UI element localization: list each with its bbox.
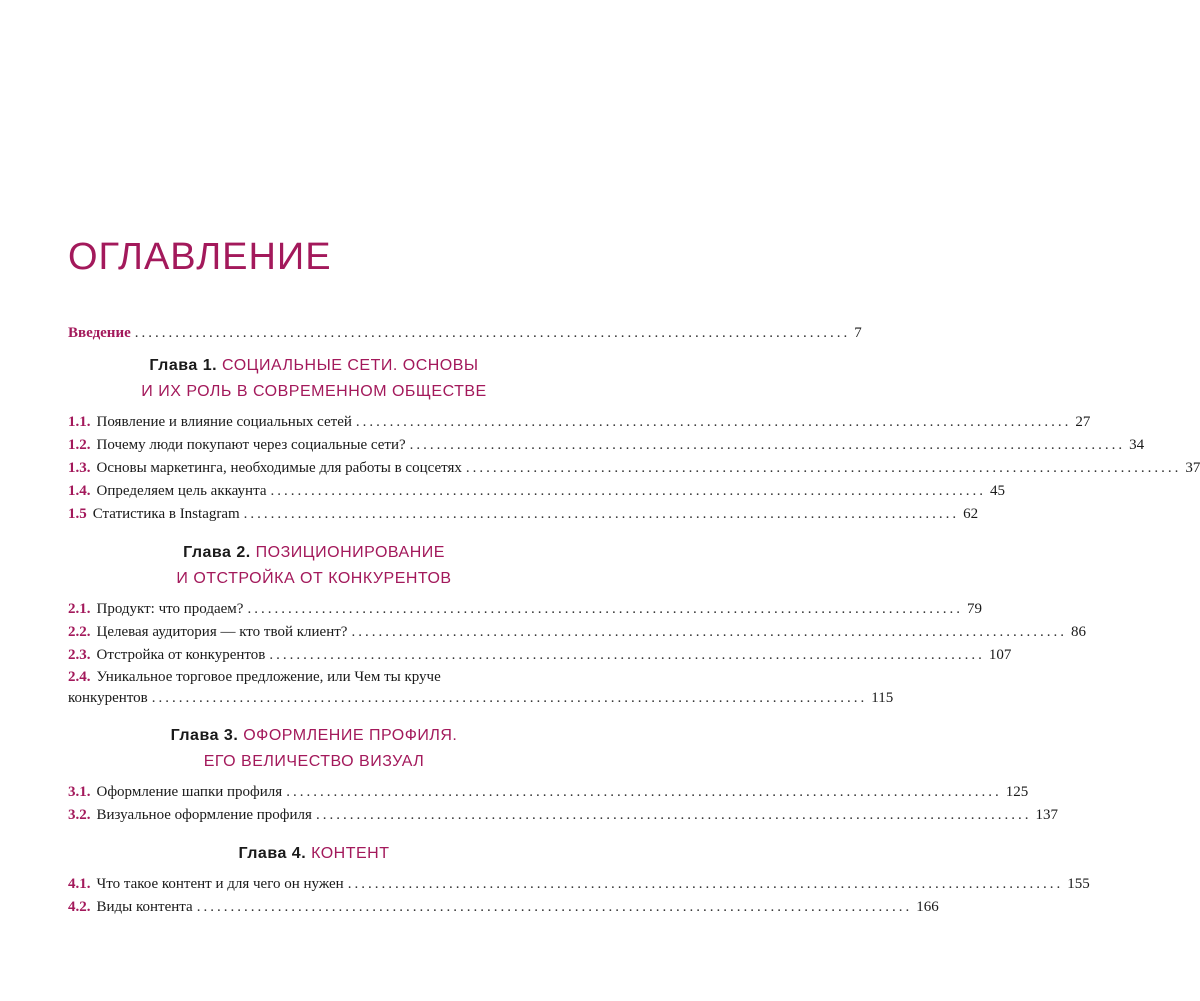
toc-page-number: 79 <box>966 601 982 617</box>
toc-page-number: 62 <box>963 506 979 522</box>
chapter-label: Глава 3. <box>170 727 239 744</box>
toc-entry-number: 1.5 <box>68 506 87 522</box>
chapter-title-line2: И ОТСТРОЙКА ОТ КОНКУРЕНТОВ <box>176 570 452 587</box>
table-of-contents <box>68 322 1200 919</box>
toc-entry-label: Введение <box>68 325 131 341</box>
toc-page-number: 115 <box>871 690 894 706</box>
toc-entry[interactable] <box>68 411 1091 434</box>
toc-entry-number: 2.4. <box>68 669 91 685</box>
toc-entry-text: Визуальное оформление профиля <box>96 807 312 823</box>
toc-entry-number: 3.1. <box>68 784 91 800</box>
dot-leader: .......................................................................................................... <box>315 807 1032 823</box>
chapter-title-line1: КОНТЕНТ <box>311 845 390 862</box>
toc-entry-text: Статистика в Instagram <box>92 506 240 522</box>
toc-entry-text: Что такое контент и для чего он нужен <box>96 876 344 892</box>
toc-entry-intro[interactable] <box>68 322 862 345</box>
chapter-title-line1: ОФОРМЛЕНИЕ ПРОФИЛЯ. <box>243 727 458 744</box>
chapter-label: Глава 4. <box>238 845 307 862</box>
toc-entry[interactable] <box>68 644 1012 667</box>
toc-page-number: 45 <box>989 483 1005 499</box>
toc-entry[interactable] <box>68 621 1086 644</box>
chapter-title-line1: ПОЗИЦИОНИРОВАНИЕ <box>255 544 445 561</box>
toc-page-number: 107 <box>988 647 1012 663</box>
toc-page-number: 27 <box>1075 414 1091 430</box>
toc-entry-text: Определяем цель аккаунта <box>96 483 267 499</box>
dot-leader: .......................................................................................................... <box>270 483 986 499</box>
toc-page-number: 7 <box>854 325 862 341</box>
toc-entry-number: 2.3. <box>68 647 91 663</box>
toc-entry[interactable] <box>68 896 939 919</box>
dot-leader: .......................................................................................................... <box>286 784 1002 800</box>
dot-leader: .......................................................................................................... <box>196 899 913 915</box>
dot-leader: .......................................................................................................... <box>355 414 1072 430</box>
dot-leader: .......................................................................................................... <box>134 325 851 341</box>
dot-leader: .......................................................................................................... <box>247 601 963 617</box>
toc-entry-text: Продукт: что продаем? <box>96 601 244 617</box>
toc-entry-number: 1.4. <box>68 483 91 499</box>
toc-page-number: 155 <box>1067 876 1090 892</box>
toc-entry-number: 3.2. <box>68 807 91 823</box>
dot-leader: .......................................................................................................... <box>351 624 1067 640</box>
toc-entry-number: 1.1. <box>68 414 91 430</box>
toc-page-number: 34 <box>1129 437 1145 453</box>
page-title: ОГЛАВЛЕНИЕ <box>68 236 332 278</box>
toc-entry[interactable] <box>68 804 1058 827</box>
toc-entry-text: Почему люди покупают через социальные сети? <box>96 437 406 453</box>
toc-entry[interactable] <box>68 503 979 526</box>
toc-entry-number: 4.1. <box>68 876 91 892</box>
toc-entry-multiline[interactable] <box>68 667 894 709</box>
toc-entry-number: 4.2. <box>68 899 91 915</box>
dot-leader: .......................................................................................................... <box>243 506 960 522</box>
toc-entry-text: Целевая аудитория — кто твой клиент? <box>96 624 348 640</box>
toc-entry[interactable] <box>68 480 1005 503</box>
dot-leader: .......................................................................................................... <box>269 647 985 663</box>
toc-page-number: 37 <box>1185 460 1200 476</box>
toc-entry-text: Оформление шапки профиля <box>96 784 283 800</box>
chapter-heading-2[interactable] <box>68 540 560 592</box>
toc-page-number: 125 <box>1005 784 1029 800</box>
toc-entry-number: 1.2. <box>68 437 91 453</box>
chapter-heading-4[interactable] <box>68 841 560 867</box>
toc-entry-number: 2.1. <box>68 601 91 617</box>
chapter-title-line2: И ИХ РОЛЬ В СОВРЕМЕННОМ ОБЩЕСТВЕ <box>141 383 487 400</box>
dot-leader: .......................................................................................................... <box>409 437 1126 453</box>
toc-entry-text: Появление и влияние социальных сетей <box>96 414 352 430</box>
toc-entry-text: Уникальное торговое предложение, или Чем ты круче <box>96 669 441 685</box>
dot-leader: .......................................................................................................... <box>347 876 1064 892</box>
toc-entry-text: Отстройка от конкурентов <box>96 647 266 663</box>
toc-entry[interactable] <box>68 434 1145 457</box>
toc-entry-text: Виды контента <box>96 899 193 915</box>
toc-entry[interactable] <box>68 457 1200 480</box>
chapter-title-line2: ЕГО ВЕЛИЧЕСТВО ВИЗУАЛ <box>203 753 425 770</box>
chapter-heading-3[interactable] <box>68 723 560 775</box>
toc-page-number: 166 <box>916 899 939 915</box>
toc-entry-text: Основы маркетинга, необходимые для работы в соцсетях <box>96 460 462 476</box>
dot-leader: .......................................................................................................... <box>151 690 868 706</box>
toc-entry-text-continued: конкурентов <box>68 690 148 706</box>
toc-entry[interactable] <box>68 873 1090 896</box>
toc-entry[interactable] <box>68 598 982 621</box>
toc-entry-number: 1.3. <box>68 460 91 476</box>
toc-entry[interactable] <box>68 781 1029 804</box>
toc-page-number: 137 <box>1035 807 1058 823</box>
dot-leader: .......................................................................................................... <box>465 460 1182 476</box>
toc-entry-number: 2.2. <box>68 624 91 640</box>
chapter-label: Глава 2. <box>183 544 251 561</box>
chapter-title-line1: СОЦИАЛЬНЫЕ СЕТИ. ОСНОВЫ <box>222 357 479 374</box>
chapter-label: Глава 1. <box>149 357 218 374</box>
chapter-heading-1[interactable] <box>68 353 560 405</box>
toc-page-number: 86 <box>1070 624 1086 640</box>
